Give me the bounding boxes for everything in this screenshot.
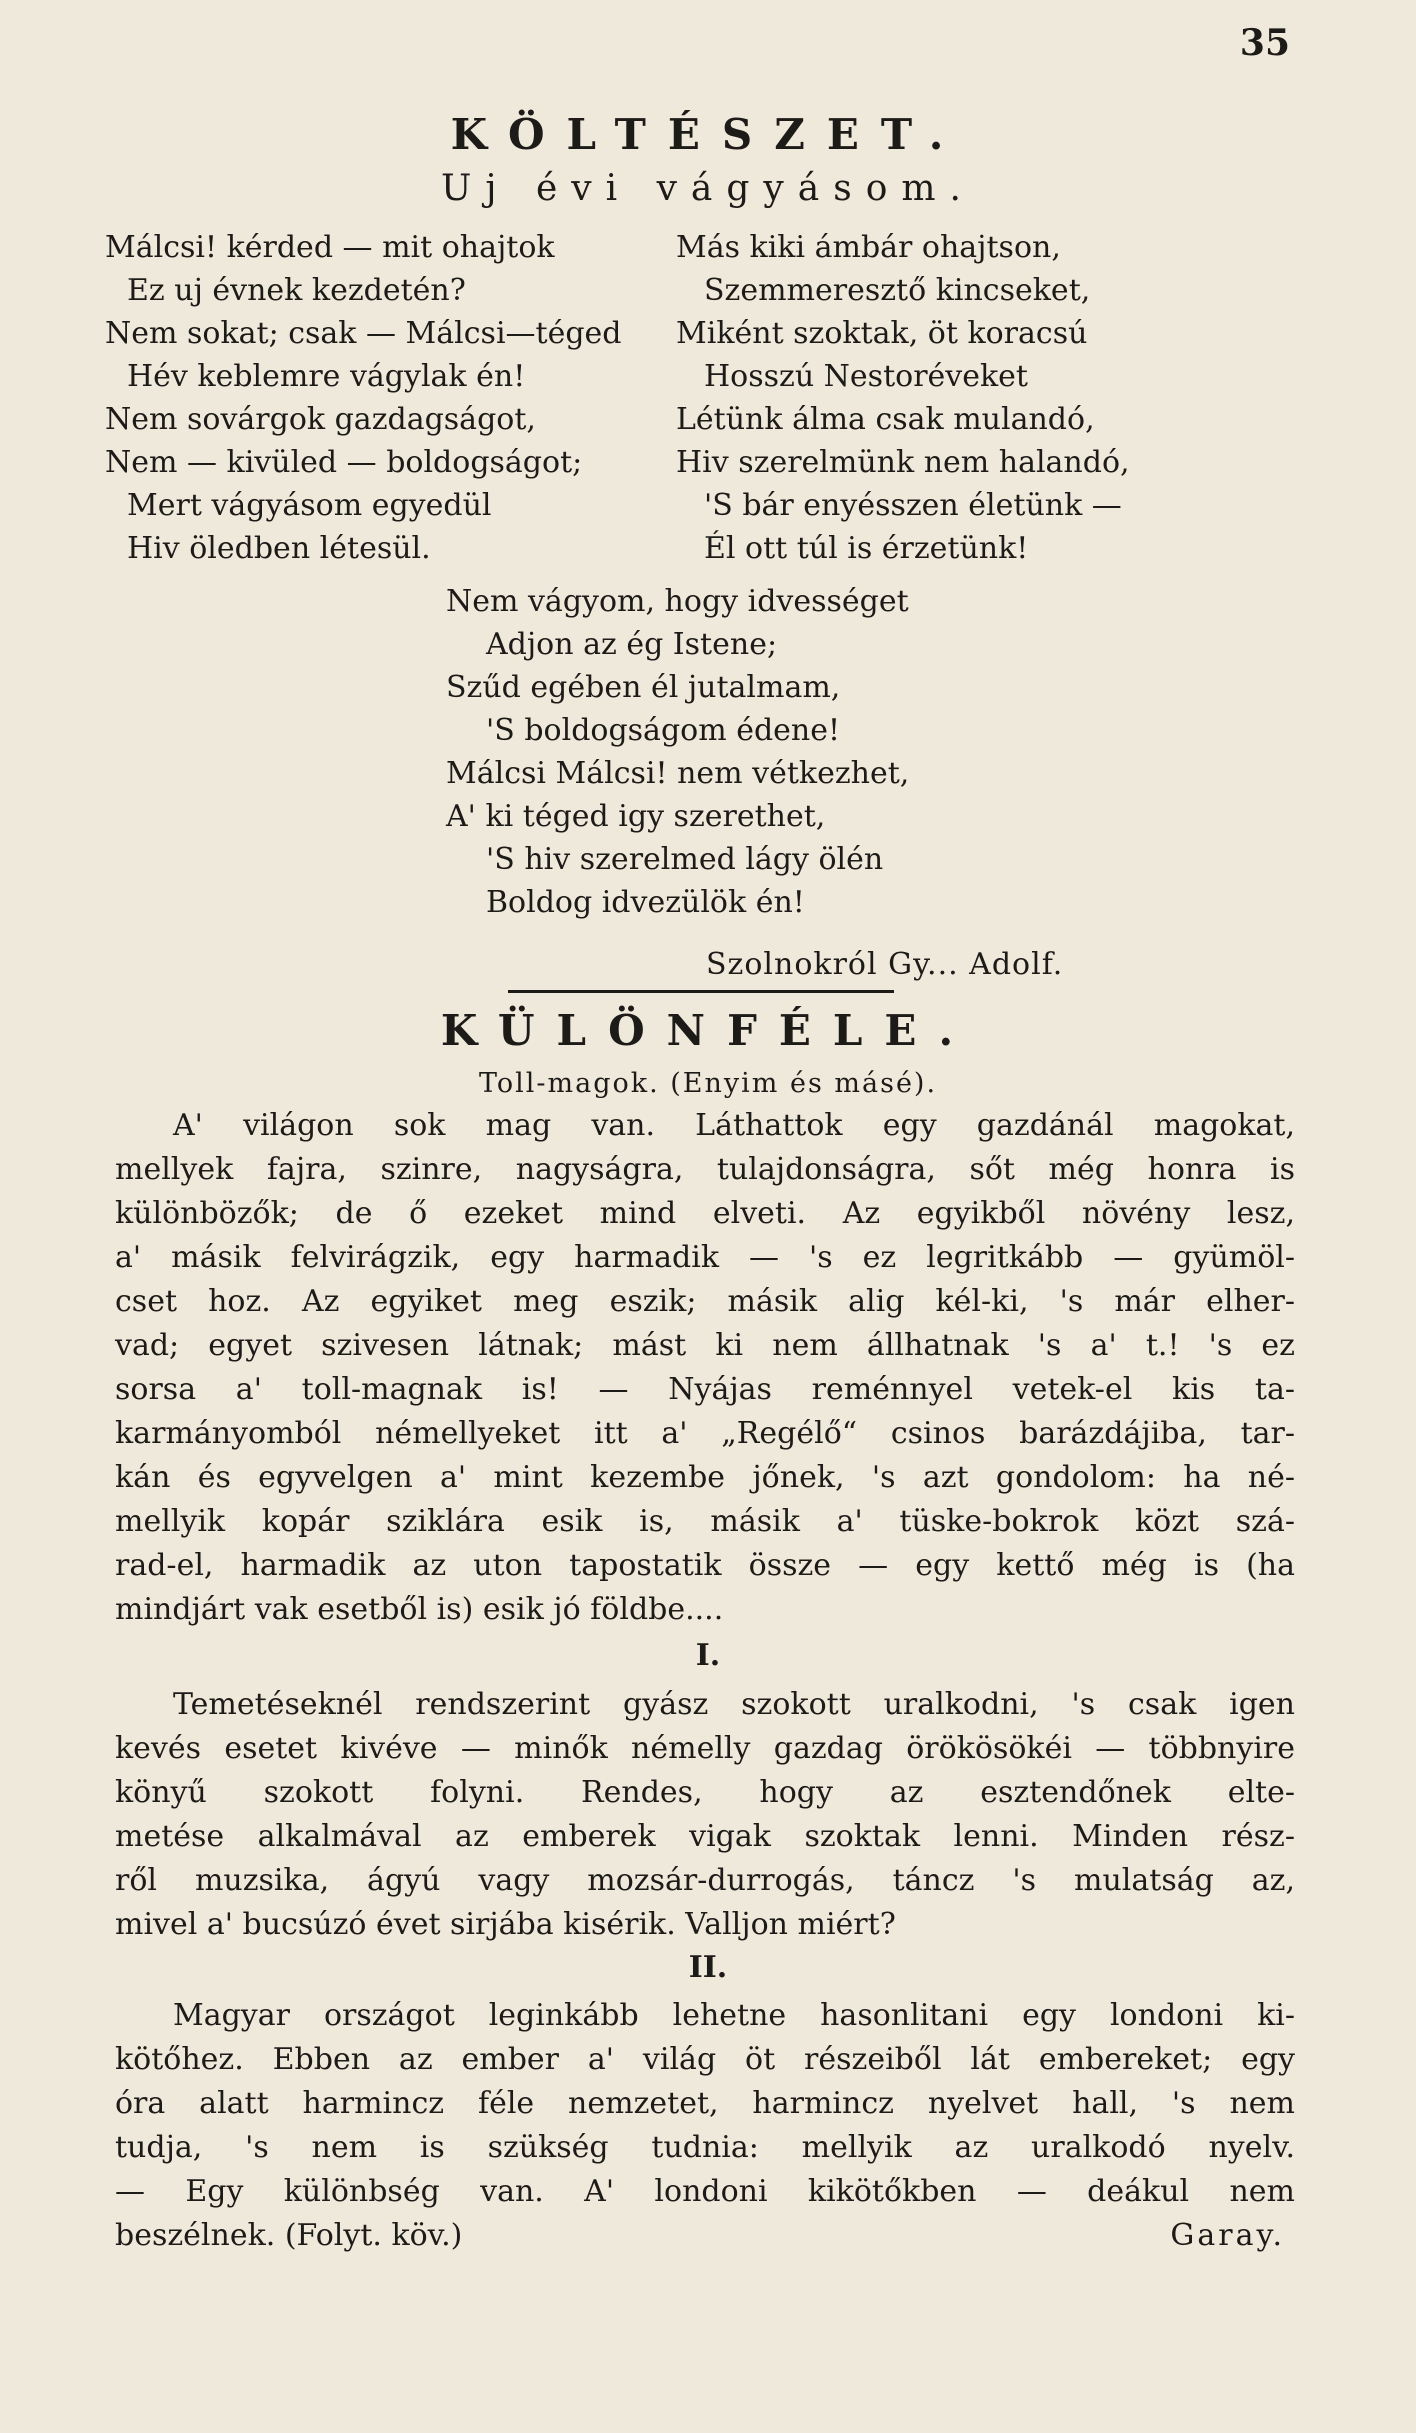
- text-line: — Egy különbség van. A' londoni kikötőkben — deákul nem: [115, 2174, 1295, 2209]
- text-line: könyű szokott folyni. Rendes, hogy az esztendőnek elte-: [115, 1775, 1295, 1810]
- poem-line: Mert vágyásom egyedül: [127, 488, 492, 523]
- section-one-paragraph: [115, 1683, 1295, 1947]
- text-line: kötőhez. Ebben az ember a' világ öt részeiből lát embereket; egy: [115, 2042, 1295, 2077]
- poem-right-column: [676, 226, 1130, 570]
- section-numeral-one: I.: [695, 1638, 721, 1673]
- misc-section-title: KÜLÖNFÉLE.: [440, 1006, 976, 1055]
- poem-line: Szemmeresztő kincseket,: [704, 273, 1091, 308]
- poem-final-stanza: [446, 580, 909, 924]
- poem-line: Létünk álma csak mulandó,: [676, 402, 1095, 437]
- text-line: mellyek fajra, szinre, nagyságra, tulajdonságra, sőt még honra is: [115, 1152, 1295, 1187]
- poem-line: Boldog idvezülök én!: [486, 885, 805, 920]
- poem-line: Hév keblemre vágylak én!: [127, 359, 526, 394]
- poem-line: Nem sovárgok gazdagságot,: [105, 402, 536, 437]
- poem-line: 'S bár enyésszen életünk —: [704, 488, 1122, 523]
- poem-left-column: [105, 226, 622, 570]
- text-line: különbözők; de ő ezeket mind elveti. Az egyikből növény lesz,: [115, 1196, 1295, 1231]
- poem-line: Nem sokat; csak — Málcsi—téged: [105, 316, 622, 351]
- text-line: metése alkalmával az emberek vigak szoktak lenni. Minden rész-: [115, 1819, 1295, 1854]
- poem-line: Miként szoktak, öt koracsú: [676, 316, 1088, 351]
- poem-line: Hiv öledben létesül.: [127, 531, 431, 566]
- page-number: 35: [1239, 22, 1290, 64]
- closing-line: [115, 2218, 1295, 2253]
- poem-line: Málcsi Málcsi! nem vétkezhet,: [446, 756, 910, 791]
- poem-line: Hosszú Nestoréveket: [704, 359, 1028, 394]
- poem-line: A' ki téged igy szerethet,: [446, 799, 826, 834]
- intro-paragraph: [115, 1104, 1295, 1632]
- text-line: vad; egyet szivesen látnak; mást ki nem állhatnak 's a' t.! 's ez: [115, 1328, 1295, 1363]
- misc-subheading: Toll-magok. (Enyim és másé).: [478, 1068, 938, 1099]
- text-line: a' másik felvirágzik, egy harmadik — 's ez legritkább — gyümöl-: [115, 1240, 1295, 1275]
- poem-line: Nem — kivüled — boldogságot;: [105, 445, 583, 480]
- text-line: kán és egyvelgen a' mint kezembe jőnek, 's azt gondolom: ha né-: [115, 1460, 1295, 1495]
- section-numeral-two: II.: [688, 1950, 728, 1985]
- text-line: rad-el, harmadik az uton tapostatik össze — egy kettő még is (ha: [115, 1548, 1295, 1583]
- closing-text: beszélnek. (Folyt. köv.): [115, 2218, 463, 2253]
- text-line: cset hoz. Az egyiket meg eszik; másik alig kél-ki, 's már elher-: [115, 1284, 1295, 1319]
- poem-line: Szűd egében él jutalmam,: [446, 670, 841, 705]
- text-line: A' világon sok mag van. Láthattok egy gazdánál magokat,: [173, 1108, 1295, 1143]
- poem-line: Más kiki ámbár ohajtson,: [676, 230, 1061, 265]
- poem-line: Ez uj évnek kezdetén?: [127, 273, 466, 308]
- text-line: óra alatt harmincz féle nemzetet, harmincz nyelvet hall, 's nem: [115, 2086, 1295, 2121]
- poetry-section-title: KÖLTÉSZET.: [450, 110, 966, 159]
- section-two-paragraph: [115, 1994, 1295, 2214]
- text-line: Temetéseknél rendszerint gyász szokott uralkodni, 's csak igen: [173, 1687, 1295, 1722]
- section-divider: [508, 990, 894, 993]
- poem-line: Hiv szerelmünk nem halandó,: [676, 445, 1130, 480]
- text-line: ről muzsika, ágyú vagy mozsár-durrogás, táncz 's mulatság az,: [115, 1863, 1295, 1898]
- poem-title: Uj évi vágyásom.: [441, 168, 975, 209]
- poem-line: 'S boldogságom édene!: [486, 713, 841, 748]
- text-line: mindjárt vak esetből is) esik jó földbe....: [115, 1592, 724, 1627]
- text-line: karmányomból némellyeket itt a' „Regélő“ csinos barázdájiba, tar-: [115, 1416, 1295, 1451]
- poem-line: Málcsi! kérded — mit ohajtok: [105, 230, 555, 265]
- poem-line: Él ott túl is érzetünk!: [704, 531, 1029, 566]
- text-line: mellyik kopár sziklára esik is, másik a' tüske-bokrok közt szá-: [115, 1504, 1295, 1539]
- text-line: Magyar országot leginkább lehetne hasonlitani egy londoni ki-: [173, 1998, 1295, 2033]
- poem-line: Adjon az ég Istene;: [486, 627, 778, 662]
- text-line: sorsa a' toll-magnak is! — Nyájas reménnyel vetek-el kis ta-: [115, 1372, 1295, 1407]
- poem-line: Nem vágyom, hogy idvességet: [446, 584, 909, 619]
- poem-signature: Szolnokról Gy... Adolf.: [706, 947, 1064, 982]
- text-line: mivel a' bucsúzó évet sirjába kisérik. Valljon miért?: [115, 1907, 896, 1942]
- text-line: kevés esetet kivéve — minők némelly gazdag örökösökéi — többnyire: [115, 1731, 1295, 1766]
- closing-signature: Garay.: [1170, 2218, 1285, 2253]
- text-line: tudja, 's nem is szükség tudnia: mellyik az uralkodó nyelv.: [115, 2130, 1295, 2165]
- poem-line: 'S hiv szerelmed lágy ölén: [486, 842, 884, 877]
